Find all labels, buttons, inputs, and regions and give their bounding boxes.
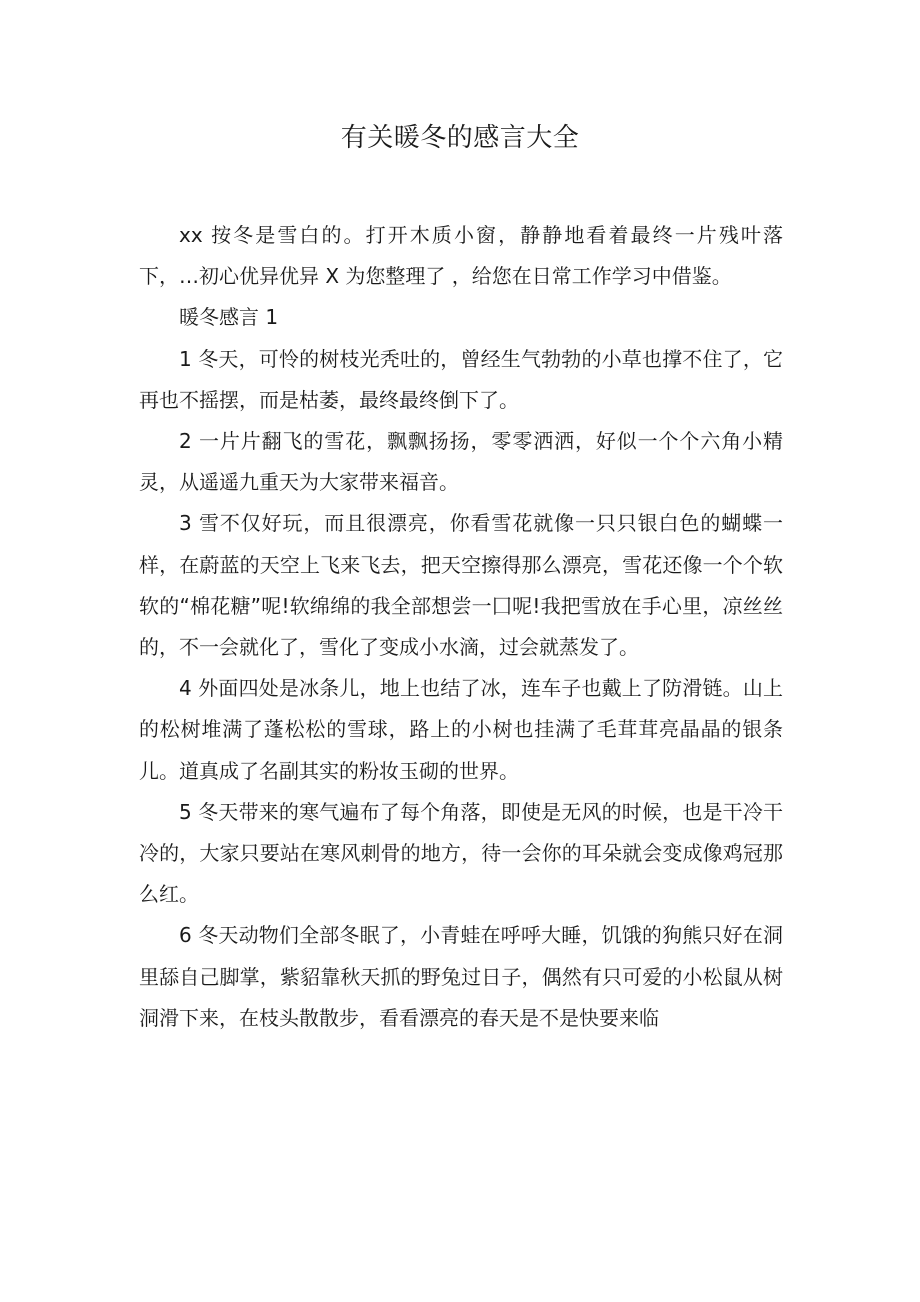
section-heading: 暖冬感言 1 bbox=[179, 305, 279, 330]
paragraph-3: 3 雪不仅好玩，而且很漂亮，你看雪花就像一只只银白色的蝴蝶一样，在蔚蓝的天空上飞来飞去，把天空擦得那么漂亮，雪花还像一个个软软的“棉花糖”呢!软绵绵的我全部想尝一囗呢!我把雪放在手心里，凉丝丝的，不一会就化了，雪化了变成小水滴，过会就蒸发了。 bbox=[139, 511, 783, 660]
paragraph-1: 1 冬天，可怜的树枝光秃吐的，曾经生气勃勃的小草也撑不住了，它再也不摇摆，而是枯萎，最终最终倒下了。 bbox=[139, 346, 783, 412]
paragraph-6: 6 冬天动物们全部冬眠了，小青蛙在呼呼大睡，饥饿的狗熊只好在洞里舔自己脚掌，紫貂靠秋天抓的野兔过日子，偶然有只可爱的小松鼠从树洞滑下来，在枝头散散步，看看漂亮的春天是不是快要来临 bbox=[139, 923, 783, 1030]
document-title: 有关暖冬的感言大全 bbox=[340, 123, 580, 153]
document-body bbox=[139, 215, 783, 1039]
paragraph-4: 4 外面四处是冰条儿，地上也结了冰，连车子也戴上了防滑链。山上的松树堆满了蓬松松的雪球，路上的小树也挂满了毛茸茸亮晶晶的银条儿。道真成了名副其实的粉妆玉砌的世界。 bbox=[139, 676, 783, 783]
paragraph-5: 5 冬天带来的寒气遍布了每个角落，即使是无风的时候，也是干冷干冷的，大家只要站在寒风刺骨的地方，待一会你的耳朵就会变成像鸡冠那么红。 bbox=[139, 799, 783, 907]
paragraph-2: 2 一片片翻飞的雪花，飘飘扬扬，零零洒洒，好似一个个六角小精灵，从遥遥九重天为大家带来福音。 bbox=[139, 429, 783, 495]
intro-paragraph: xx 按冬是雪白的。打开木质小窗，静静地看着最终一片残叶落下，…初心优异优异 X 为您整理了 ，给您在日常工作学习中借鉴。 bbox=[139, 223, 783, 289]
